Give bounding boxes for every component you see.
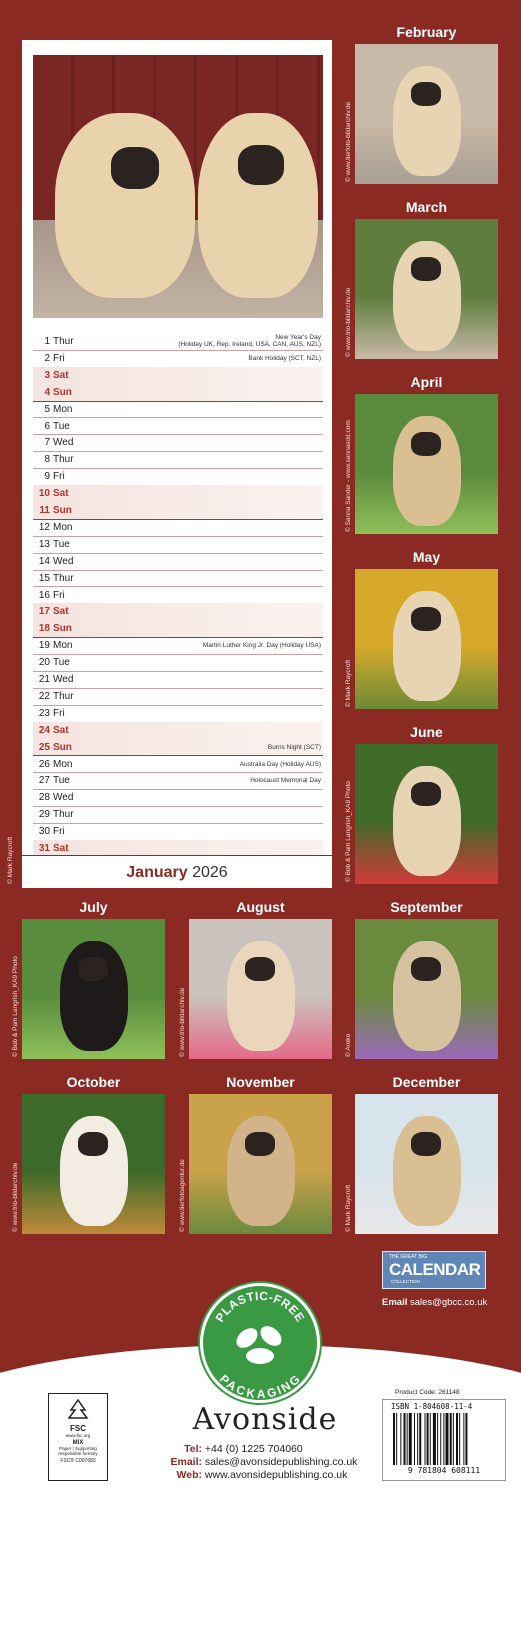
day-name: Mon xyxy=(53,758,73,770)
pug-face xyxy=(411,957,441,981)
day-name: Sat xyxy=(53,488,69,500)
month-footer xyxy=(22,855,332,888)
day-name: Tue xyxy=(53,657,70,669)
pug-face xyxy=(245,957,275,981)
day-row xyxy=(33,553,323,571)
day-number: 17 xyxy=(38,606,50,618)
email-label: Email: xyxy=(170,1456,202,1468)
day-number: 16 xyxy=(38,589,50,601)
day-name: Sat xyxy=(53,724,69,736)
thumb-credit: © www.tierfotoagentur.de xyxy=(179,1159,186,1232)
puppy-right-face xyxy=(238,145,284,185)
plastic-free-bottom-text: PACKAGING xyxy=(216,1371,304,1400)
barcode-bar xyxy=(465,1413,467,1465)
fsc-site: www.fsc.org xyxy=(65,1433,91,1438)
thumb-label: February xyxy=(396,24,457,40)
thumb-label: August xyxy=(236,899,285,915)
fsc-desc: Paper | Supporting responsible forestry xyxy=(58,1446,98,1456)
barcode-bar xyxy=(433,1413,436,1465)
publisher-contact xyxy=(150,1443,380,1482)
day-number: 4 xyxy=(44,386,50,398)
day-row xyxy=(33,570,323,588)
fsc-mix: MIX xyxy=(72,1440,84,1446)
thumb-label: June xyxy=(410,724,443,740)
gbcc-logo xyxy=(382,1251,486,1289)
day-number: 30 xyxy=(38,826,50,838)
barcode-bar xyxy=(430,1413,431,1465)
barcode-digits: 9 781804 608111 xyxy=(407,1466,481,1475)
day-note-line: Martin Luther King Jr. Day (Holiday USA) xyxy=(202,642,321,650)
day-name: Thur xyxy=(53,336,74,347)
day-name: Sat xyxy=(53,369,69,381)
barcode-bar xyxy=(463,1413,464,1465)
pug-face xyxy=(411,782,441,806)
product-code: 261148 xyxy=(438,1389,460,1396)
day-number: 19 xyxy=(38,640,50,652)
day-row xyxy=(33,587,323,605)
thumb-photo xyxy=(355,569,498,709)
day-row xyxy=(33,434,323,452)
day-row xyxy=(33,418,323,436)
barcode-bar xyxy=(453,1413,454,1465)
thumb-photo xyxy=(355,394,498,534)
day-number: 21 xyxy=(38,674,50,685)
barcode-bar xyxy=(427,1413,429,1465)
tel-label: Tel: xyxy=(184,1443,202,1455)
barcode-bar xyxy=(407,1413,408,1465)
thumb-credit: © www.tierfoto-bildarchiv.de xyxy=(345,101,352,182)
thumb-label: April xyxy=(410,374,443,390)
plastic-free-badge xyxy=(200,1283,320,1403)
barcode-bar xyxy=(409,1413,412,1465)
day-row xyxy=(33,705,323,723)
barcode xyxy=(382,1399,506,1481)
thumb-credit: © www.trio-bildarchiv.de xyxy=(345,287,352,357)
day-name: Thur xyxy=(53,572,74,584)
day-row xyxy=(33,333,323,351)
day-number: 5 xyxy=(44,403,50,415)
day-number: 15 xyxy=(38,572,50,584)
gbcc-small: THE GREAT BIG xyxy=(389,1254,428,1260)
day-row xyxy=(33,654,323,672)
day-row xyxy=(33,401,323,419)
day-name: Sat xyxy=(53,606,69,618)
thumb-photo xyxy=(22,919,165,1059)
thumb-photo xyxy=(189,1094,332,1234)
day-note xyxy=(250,777,321,784)
day-row xyxy=(33,789,323,807)
svg-text:PACKAGING xyxy=(217,1372,303,1400)
thumb-label: March xyxy=(405,199,448,215)
day-row xyxy=(33,451,323,469)
puppy-right xyxy=(198,113,318,298)
pug-face xyxy=(78,1132,108,1156)
day-name: Fri xyxy=(53,589,65,601)
day-note xyxy=(240,761,321,768)
pug-face xyxy=(411,1132,441,1156)
plastic-free-svg xyxy=(203,1286,317,1400)
day-name: Mon xyxy=(53,521,73,533)
gbcc-sub: COLLECTION xyxy=(391,1279,420,1284)
day-number: 20 xyxy=(38,657,50,669)
day-number: 12 xyxy=(38,521,50,533)
thumb-credit: © www.trio-bildarchiv.de xyxy=(12,1162,19,1232)
day-note-line: New Year's Day xyxy=(275,334,321,341)
day-name: Fri xyxy=(53,707,65,719)
day-row xyxy=(33,671,323,689)
barcode-bars xyxy=(393,1413,497,1465)
gbcc-email-label: Email xyxy=(382,1297,408,1308)
day-number: 2 xyxy=(44,352,50,364)
day-row xyxy=(33,637,323,655)
email-value[interactable]: sales@avonsidepublishing.co.uk xyxy=(204,1456,358,1468)
day-note xyxy=(248,355,321,362)
main-photo xyxy=(33,55,323,318)
day-name: Thur xyxy=(53,454,74,466)
leaf-icon xyxy=(233,1322,286,1364)
day-name: Sun xyxy=(53,741,72,753)
pug-face xyxy=(411,432,441,456)
day-note-line: Bank Holiday (SCT, NZL) xyxy=(248,354,321,362)
day-row xyxy=(33,536,323,554)
day-number: 18 xyxy=(38,623,50,635)
day-row xyxy=(33,603,323,621)
product-code-line xyxy=(395,1389,460,1396)
day-number: 27 xyxy=(38,775,50,787)
day-name: Tue xyxy=(53,420,70,432)
day-number: 8 xyxy=(44,454,50,466)
thumb-photo xyxy=(355,744,498,884)
barcode-bar xyxy=(396,1413,397,1465)
thumb-photo xyxy=(355,44,498,184)
barcode-bar xyxy=(437,1413,438,1465)
day-number: 11 xyxy=(39,505,50,516)
pug-face xyxy=(411,257,441,281)
day-name: Tue xyxy=(53,538,70,550)
puppy-left-face xyxy=(111,147,159,189)
gbcc-email[interactable]: sales@gbcc.co.uk xyxy=(410,1297,488,1308)
barcode-bar xyxy=(450,1413,452,1465)
day-number: 29 xyxy=(38,809,50,821)
day-name: Sun xyxy=(53,623,72,635)
day-row xyxy=(33,367,323,385)
thumb-label: September xyxy=(390,899,463,915)
thumb-photo xyxy=(189,919,332,1059)
day-note-line: Burns Night (SCT) xyxy=(267,743,321,751)
barcode-bar xyxy=(440,1413,441,1465)
day-row xyxy=(33,688,323,706)
fsc-logo-text: FSC xyxy=(70,1424,86,1433)
publisher-name: Avonside xyxy=(192,1402,338,1437)
barcode-bar xyxy=(400,1413,401,1465)
day-row xyxy=(33,772,323,790)
day-number: 1 xyxy=(44,336,50,347)
svg-text:PLASTIC-FREE xyxy=(213,1289,308,1325)
barcode-bar xyxy=(425,1413,426,1465)
month-year: 2026 xyxy=(192,864,228,881)
day-row xyxy=(33,468,323,486)
day-note xyxy=(203,642,321,649)
day-number: 3 xyxy=(44,369,50,381)
thumb-photo xyxy=(355,919,498,1059)
barcode-bar xyxy=(459,1413,460,1465)
day-number: 7 xyxy=(44,437,50,449)
day-row xyxy=(33,739,323,757)
day-row xyxy=(33,806,323,824)
barcode-bar xyxy=(417,1413,418,1465)
thumb-credit: © www.trio-bildarchiv.de xyxy=(179,987,186,1057)
thumb-credit: © Mark Raycroft xyxy=(345,1184,352,1232)
thumb-photo xyxy=(355,1094,498,1234)
thumb-label: December xyxy=(392,1074,461,1090)
tel-value[interactable]: +44 (0) 1225 704060 xyxy=(204,1443,303,1455)
puppy-left xyxy=(55,113,195,298)
pug-face xyxy=(78,957,108,981)
day-number: 10 xyxy=(38,488,50,500)
pug-face xyxy=(411,82,441,106)
day-note-line: Holocaust Memorial Day xyxy=(250,777,321,785)
thumb-credit: © Sanna Sander - www.sannasdd.com xyxy=(345,420,352,532)
day-number: 28 xyxy=(38,792,50,804)
plastic-free-top-text: PLASTIC-FREE xyxy=(212,1288,308,1325)
day-name: Sun xyxy=(53,505,72,516)
fsc-tree-icon xyxy=(63,1398,93,1422)
day-name: Wed xyxy=(53,437,74,449)
day-number: 31 xyxy=(38,843,50,854)
day-row xyxy=(33,350,323,368)
day-name: Fri xyxy=(53,826,65,838)
barcode-bar xyxy=(446,1413,449,1465)
barcode-bar xyxy=(393,1413,395,1465)
thumb-label: October xyxy=(66,1074,121,1090)
thumb-label: July xyxy=(79,899,108,915)
day-row xyxy=(33,485,323,503)
fsc-label xyxy=(48,1393,108,1481)
day-name: Sat xyxy=(53,843,69,854)
barcode-bar xyxy=(443,1413,444,1465)
pug-face xyxy=(411,607,441,631)
day-name: Mon xyxy=(53,403,73,415)
day-row xyxy=(33,620,323,638)
day-number: 23 xyxy=(38,707,50,719)
gbcc-email-line xyxy=(382,1297,487,1308)
day-row xyxy=(33,722,323,740)
day-name: Wed xyxy=(53,674,74,685)
thumb-photo xyxy=(22,1094,165,1234)
day-number: 13 xyxy=(38,538,50,550)
thumb-credit: © Aroko xyxy=(345,1033,352,1057)
day-name: Fri xyxy=(53,352,65,364)
month-name: January xyxy=(126,864,188,881)
day-number: 26 xyxy=(38,758,50,770)
day-name: Fri xyxy=(53,471,65,483)
day-number: 22 xyxy=(38,690,50,702)
day-number: 6 xyxy=(44,420,50,432)
day-note xyxy=(268,744,321,751)
day-name: Sun xyxy=(53,386,72,398)
month-title xyxy=(22,864,332,882)
thumb-credit: © Bob & Pam Langrish_KA9 Photo xyxy=(12,956,19,1057)
day-row xyxy=(33,823,323,841)
day-row xyxy=(33,502,323,520)
gbcc-big: CALENDAR xyxy=(389,1260,481,1279)
day-row xyxy=(33,756,323,774)
web-value[interactable]: www.avonsidepublishing.co.uk xyxy=(204,1469,348,1481)
day-note xyxy=(178,334,321,348)
day-row xyxy=(33,384,323,402)
fsc-code: FSC® C007683 xyxy=(60,1458,96,1464)
barcode-bar xyxy=(404,1413,406,1465)
day-number: 9 xyxy=(44,471,50,483)
day-number: 25 xyxy=(38,741,50,753)
web-label: Web: xyxy=(176,1469,202,1481)
day-name: Wed xyxy=(53,555,74,567)
pug-face xyxy=(245,1132,275,1156)
day-number: 14 xyxy=(38,555,50,567)
day-name: Thur xyxy=(53,809,74,821)
thumb-credit: © Bob & Pam Langrish_KA9 Photo xyxy=(345,781,352,882)
barcode-bar xyxy=(456,1413,458,1465)
isbn-text: ISBN 1-804608-11-4 xyxy=(391,1402,473,1411)
day-name: Mon xyxy=(53,640,73,652)
day-name: Wed xyxy=(53,792,74,804)
day-note-line: (Holiday UK, Rep. Ireland, USA, CAN, AUS, NZL) xyxy=(178,341,321,348)
product-code-label: Product Code: xyxy=(395,1389,437,1396)
day-number: 24 xyxy=(38,724,50,736)
thumb-label: November xyxy=(226,1074,295,1090)
day-row xyxy=(33,519,323,537)
day-note-line: Australia Day (Holiday AUS) xyxy=(239,760,321,768)
day-name: Thur xyxy=(53,690,74,702)
main-photo-credit: © Mark Raycroft xyxy=(7,836,14,884)
thumb-label: May xyxy=(412,549,441,565)
thumb-credit: © Mark Raycroft xyxy=(345,659,352,707)
thumb-photo xyxy=(355,219,498,359)
barcode-bar xyxy=(414,1413,415,1465)
barcode-bar xyxy=(419,1413,421,1465)
day-name: Tue xyxy=(53,775,70,787)
